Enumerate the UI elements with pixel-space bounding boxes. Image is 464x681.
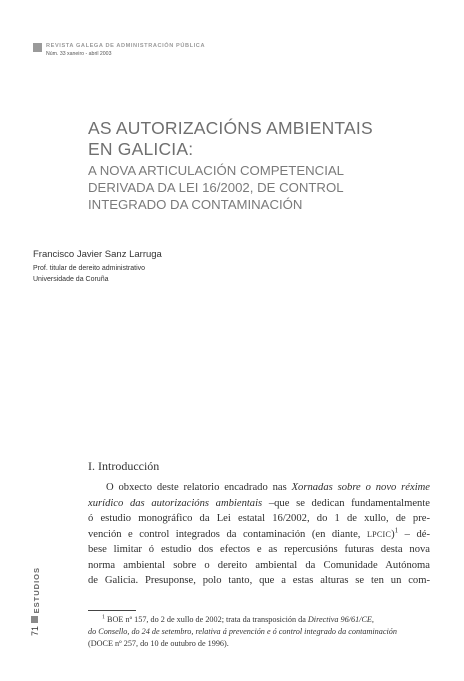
- footnote-marker: 1: [102, 614, 105, 621]
- page-number: 71: [30, 626, 40, 637]
- body-line: O obxecto deste relatorio encadrado nas Xornadas sobre o novo réxime: [106, 482, 431, 493]
- section-heading: I. Introducción: [88, 459, 160, 473]
- article-subtitle-line-2: DERIVADA DA LEI 16/2002, DE CONTROL: [88, 180, 344, 195]
- article-subtitle: [88, 162, 418, 213]
- article-subtitle-line-1: A NOVA ARTICULACIÓN COMPETENCIAL: [88, 163, 344, 178]
- body-line: de Galicia. Presuponse, polo tanto, que a estas alturas se ten un com-: [88, 575, 430, 586]
- footnote-divider: [88, 610, 136, 611]
- margin-square-mark: [31, 616, 38, 623]
- abbreviation: LPCIC: [366, 529, 392, 539]
- body-paragraph: [88, 480, 430, 589]
- article-title: [88, 118, 418, 160]
- issue-info: Núm. 33 xaneiro - abril 2003: [46, 51, 112, 57]
- author-name: Francisco Javier Sanz Larruga: [33, 249, 162, 260]
- body-line: ó estudio monográfico da Lei estatal 16/2002, do 1 de xullo, de pre-: [88, 513, 430, 524]
- footnote: [88, 614, 430, 650]
- header-square-mark: [33, 43, 42, 52]
- footnote-line: do Consello, do 24 de setembro, relativa á prevención e ó control integrado da contaminación: [88, 627, 397, 636]
- event-title: Xornadas sobre o novo réxime: [291, 482, 431, 493]
- article-title-line-2: EN GALICIA:: [88, 139, 194, 159]
- body-line: bese limitar ó estudio dos efectos e as repercusións futuras desta nova: [88, 544, 430, 555]
- body-line: norma ambiental sobre o dereito ambiental da Comunidade Autónoma: [88, 559, 430, 571]
- article-title-line-1: AS AUTORIZACIÓNS AMBIENTAIS: [88, 118, 373, 138]
- footnote-line: (DOCE nº 257, do 10 de outubro de 1996).: [88, 639, 229, 648]
- article-subtitle-line-3: INTEGRADO DA CONTAMINACIÓN: [88, 197, 303, 212]
- footnote-reference[interactable]: 1: [394, 525, 399, 534]
- body-line: vención e control integrados da contaminación (en diante, LPCIC)$^1$ – dé-: [88, 525, 430, 540]
- footnote-line: $^1$ BOE nº 157, do 2 de xullo de 2002; trata da transposición da Directiva 96/61/CE,: [102, 614, 374, 624]
- section-label-text: ESTUDIOS: [32, 567, 41, 614]
- body-line: xurídico das autorizacións ambientais –que se dedican fundamentalmente: [88, 497, 430, 509]
- author-institution: Universidade da Coruña: [33, 276, 109, 283]
- author-position: Prof. titular de dereito administrativo: [33, 265, 146, 272]
- event-title-continued: xurídico das autorizacións ambientais: [88, 497, 263, 509]
- journal-title: REVISTA GALEGA DE ADMINISTRACIÓN PÚBLICA: [46, 43, 206, 49]
